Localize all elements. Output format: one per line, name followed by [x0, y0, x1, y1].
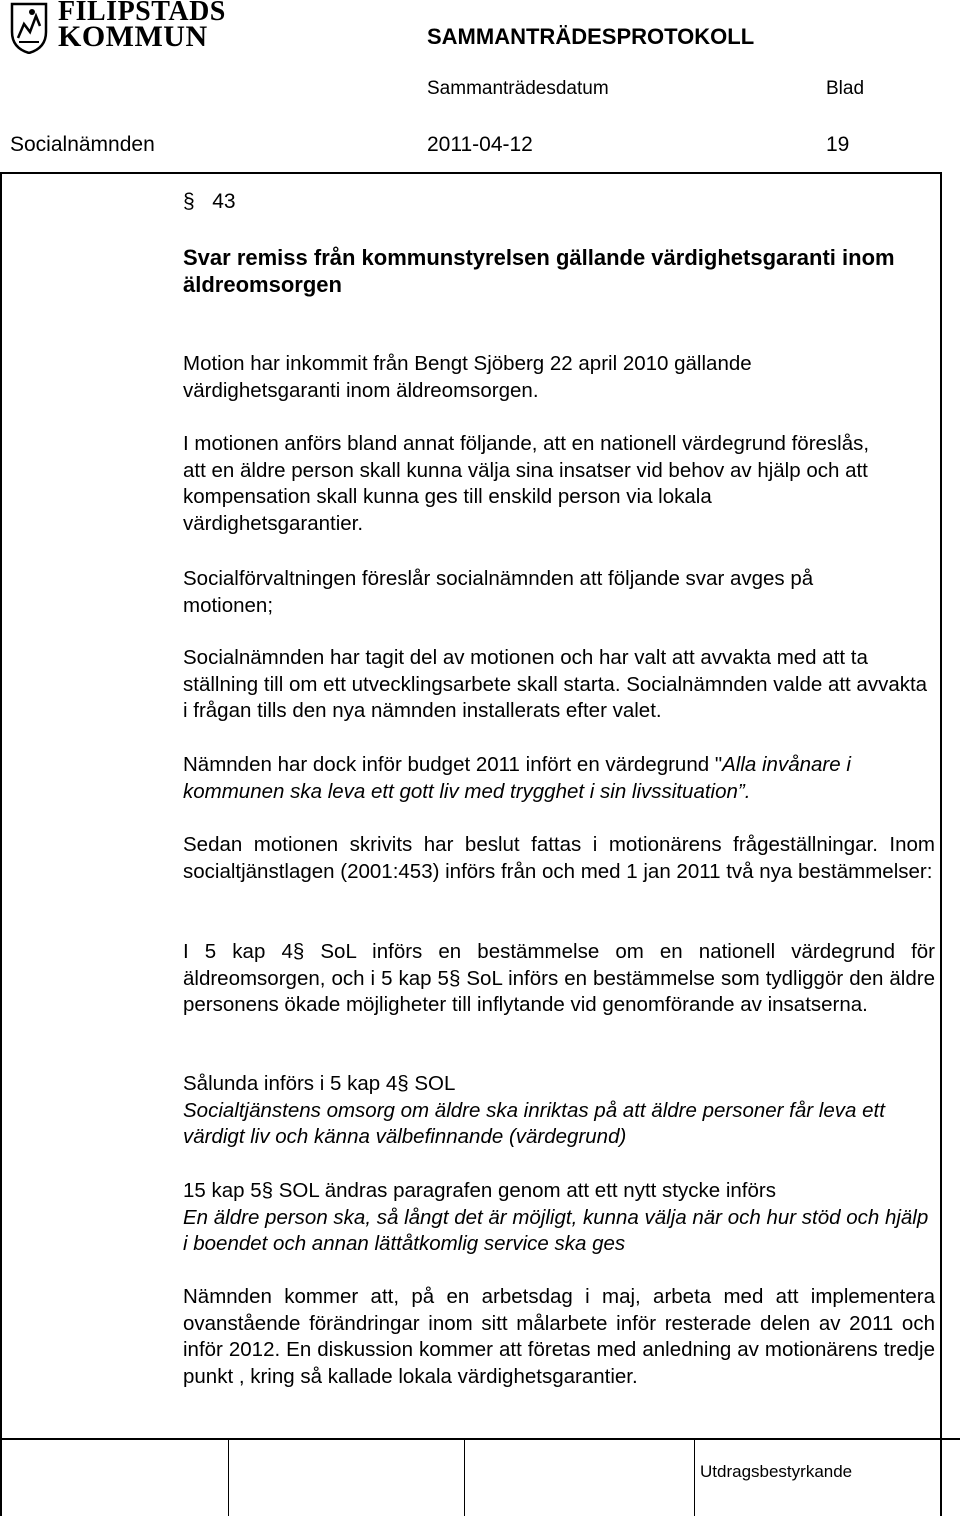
paragraph-symbol: § — [183, 190, 195, 213]
logo-text-kommun: KOMMUN — [58, 20, 208, 53]
paragraph-symbol: § — [261, 1179, 274, 1202]
municipality-logo — [10, 0, 226, 56]
paragraph-proposal: Socialförvaltningen föreslår socialnämnden att följande svar avges på motionen; — [183, 567, 814, 617]
document-title: SAMMANTRÄDESPROTOKOLL — [427, 24, 755, 49]
logo-text-filipstads: FILIPSTADS — [58, 0, 226, 27]
value-base-text: Nämnden har dock inför budget 2011 infört en värdegrund " — [183, 753, 723, 776]
paragraph-value-base — [183, 752, 935, 805]
footer-cell-divider-3 — [694, 1438, 695, 1516]
footer-divider — [0, 1438, 960, 1440]
page-label: Blad — [826, 78, 865, 99]
sol-ref-a: I 5 kap 4 — [183, 940, 293, 963]
value-base-quote: Alla invånare i kommunen ska leva ett gott liv med trygghet i sin livssituation”. — [183, 753, 851, 803]
section-title-line1: Svar remiss från kommunstyrelsen gällande värdighetsgaranti inom — [183, 245, 895, 270]
paragraph-implementation: Nämnden kommer att, på en arbetsdag i maj, arbeta med att implementera ovanstående förändringar inom sitt målarbete inför resterade delen av 2011 och inför 2012. En diskussion kommer att företas med anledning av motionärens tredje punkt , kring så kallade lokala värdighetsgarantier. — [183, 1285, 935, 1388]
section-number — [183, 190, 236, 214]
sol-5-4-head-b: SOL — [408, 1072, 456, 1095]
paragraph-sol-5-4 — [183, 1071, 935, 1151]
paragraph-sol-5-5 — [183, 1178, 935, 1258]
footer-cell-divider-1 — [228, 1438, 229, 1516]
paragraph-motion: Motion har inkommit från Bengt Sjöberg 22 april 2010 gällande värdighetsgaranti inom äldreomsorgen. — [183, 352, 752, 402]
sol-5-5-quote: En äldre person ska, så långt det är möjligt, kunna välja när och hur stöd och hjälp i boendet och annan lättåtkomlig service ska ges — [183, 1205, 929, 1255]
certification-label: Utdragsbestyrkande — [700, 1462, 853, 1481]
section-number-value: 43 — [212, 190, 236, 213]
coat-of-arms-icon — [10, 2, 48, 54]
section-title-line2: äldreomsorgen — [183, 271, 342, 297]
header-divider — [0, 172, 942, 174]
sol-5-4-quote: Socialtjänstens omsorg om äldre ska inriktas på att äldre personer får leva ett värdigt liv och känna välbefinnande (värdegrund) — [183, 1098, 885, 1148]
sol-5-4-head-a: Sålunda införs i 5 kap 4 — [183, 1072, 398, 1095]
committee-name: Socialnämnden — [10, 133, 155, 156]
left-margin-line — [0, 172, 2, 1516]
sol-ref-c: SoL införs en bestämmelse som tydliggör den äldre personens ökade möjligheter till inflytande vid genomförande av insatserna. — [183, 966, 935, 1016]
paragraph-new-provisions: Sedan motionen skrivits har beslut fattas i motionärens frågeställningar. Inom socialtjänstlagen (2001:453) införs från och med 1 jan 2011 två nya bestämmelser: — [183, 833, 935, 883]
meeting-date: 2011-04-12 — [427, 133, 533, 156]
sol-5-5-head-a: 15 kap 5 — [183, 1179, 262, 1202]
paragraph-symbol: § — [448, 966, 461, 990]
right-margin-line — [940, 172, 942, 1516]
paragraph-symbol: § — [292, 940, 305, 963]
meeting-date-label: Sammanträdesdatum — [427, 78, 609, 99]
footer-cell-divider-2 — [464, 1438, 465, 1516]
sol-ref-b: SoL införs en bestämmelse om en nationell värdegrund för äldreomsorgen, och i 5 kap 5 — [183, 940, 935, 990]
page-number: 19 — [826, 133, 850, 156]
sol-5-5-head-b: SOL ändras paragrafen genom att ett nytt stycke införs — [273, 1179, 776, 1202]
paragraph-motion-content: I motionen anförs bland annat följande, att en nationell värdegrund föreslås, att en äldre person skall kunna välja sina insatser vid behov av hjälp och att kompensation skall kunna ges till enskild person via lokala värdighetsgarantier. — [183, 432, 870, 535]
paragraph-decision: Socialnämnden har tagit del av motionen och har valt att avvakta med att ta ställning till om ett utvecklingsarbete skall starta. Socialnämnden valde att avvakta i frågan tills den nya nämnden installerats efter valet. — [183, 646, 928, 722]
paragraph-sol-provisions — [183, 939, 935, 1019]
paragraph-symbol: § — [397, 1072, 409, 1095]
section-title — [183, 245, 935, 298]
